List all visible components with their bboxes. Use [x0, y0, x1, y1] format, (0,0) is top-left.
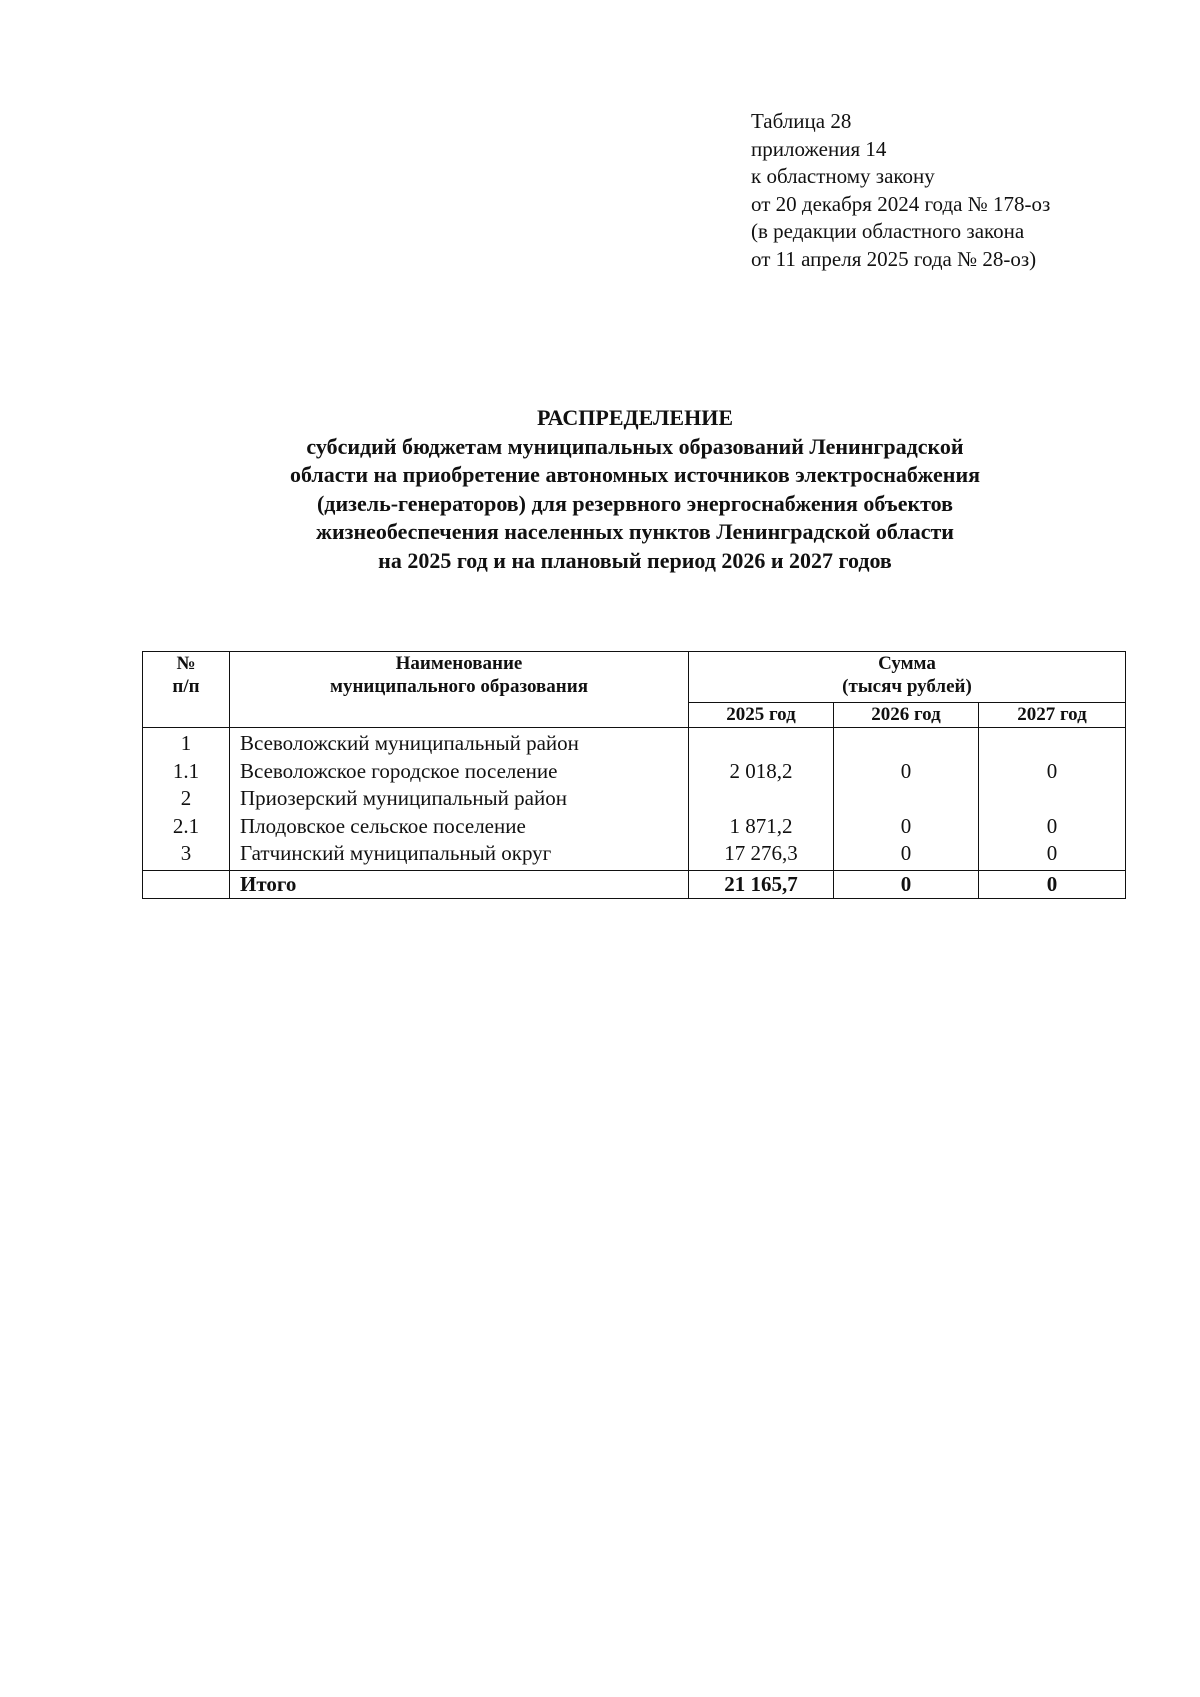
appendix-reference [751, 108, 1050, 274]
row-value-2027: 0 [979, 758, 1126, 786]
title-heading: РАСПРЕДЕЛЕНИЕ [536, 405, 733, 430]
total-number-empty [143, 870, 230, 899]
header-number-line: № [176, 653, 196, 674]
header-sum [689, 652, 1126, 703]
row-number: 1 [143, 728, 230, 758]
row-value-2027 [979, 728, 1126, 758]
subsidy-distribution-table [142, 651, 1126, 899]
row-value-2027: 0 [979, 840, 1126, 870]
row-value-2026 [834, 785, 979, 813]
row-value-2025 [689, 728, 834, 758]
row-value-2025: 2 018,2 [689, 758, 834, 786]
row-value-2026: 0 [834, 840, 979, 870]
header-municipality [230, 652, 689, 728]
header-year-2025: 2025 год [689, 703, 834, 728]
row-municipality: Всеволожское городское поселение [230, 758, 689, 786]
title-line: области на приобретение автономных источников электроснабжения [289, 462, 981, 488]
table-row [143, 728, 1126, 758]
table-total-row [143, 870, 1126, 899]
total-value-2025: 21 165,7 [689, 870, 834, 899]
row-value-2026: 0 [834, 813, 979, 841]
appendix-line: (в редакции областного закона [751, 219, 1025, 244]
row-value-2025: 17 276,3 [689, 840, 834, 870]
row-number: 2 [143, 785, 230, 813]
row-value-2026 [834, 728, 979, 758]
row-municipality: Приозерский муниципальный район [230, 785, 689, 813]
row-municipality: Всеволожский муниципальный район [230, 728, 689, 758]
appendix-line: приложения 14 [751, 136, 887, 161]
appendix-line: от 20 декабря 2024 года № 178-оз [751, 191, 1051, 216]
header-year-2027: 2027 год [979, 703, 1126, 728]
appendix-line: к областному закону [751, 164, 935, 189]
header-municipality-line: муниципального образования [330, 676, 588, 697]
row-number: 3 [143, 840, 230, 870]
row-number: 2.1 [143, 813, 230, 841]
row-value-2025: 1 871,2 [689, 813, 834, 841]
appendix-line: Таблица 28 [751, 109, 852, 133]
header-number [143, 652, 230, 728]
row-municipality: Гатчинский муниципальный округ [230, 840, 689, 870]
table-row [143, 785, 1126, 813]
table-row [143, 840, 1126, 870]
total-value-2027: 0 [979, 870, 1126, 899]
table-row [143, 813, 1126, 841]
row-value-2027 [979, 785, 1126, 813]
table-header-row [143, 652, 1126, 703]
title-line: жизнеобеспечения населенных пунктов Ленинградской области [316, 519, 954, 545]
row-value-2027: 0 [979, 813, 1126, 841]
total-label: Итого [230, 870, 689, 899]
row-value-2025 [689, 785, 834, 813]
table-row [143, 758, 1126, 786]
appendix-line: от 11 апреля 2025 года № 28-оз) [751, 246, 1037, 271]
header-number-line: п/п [172, 676, 200, 697]
row-municipality: Плодовское сельское поселение [230, 813, 689, 841]
header-sum-line: (тысяч рублей) [842, 676, 972, 697]
row-value-2026: 0 [834, 758, 979, 786]
title-line: на 2025 год и на плановый период 2026 и 2027 годов [378, 547, 892, 573]
row-number: 1.1 [143, 758, 230, 786]
header-sum-line: Сумма [878, 653, 936, 674]
title-line: субсидий бюджетам муниципальных образований Ленинградской [306, 433, 964, 459]
document-title [130, 404, 1140, 576]
title-line: (дизель-генераторов) для резервного энергоснабжения объектов [316, 490, 953, 516]
total-value-2026: 0 [834, 870, 979, 899]
header-year-2026: 2026 год [834, 703, 979, 728]
header-municipality-line: Наименование [395, 653, 523, 674]
